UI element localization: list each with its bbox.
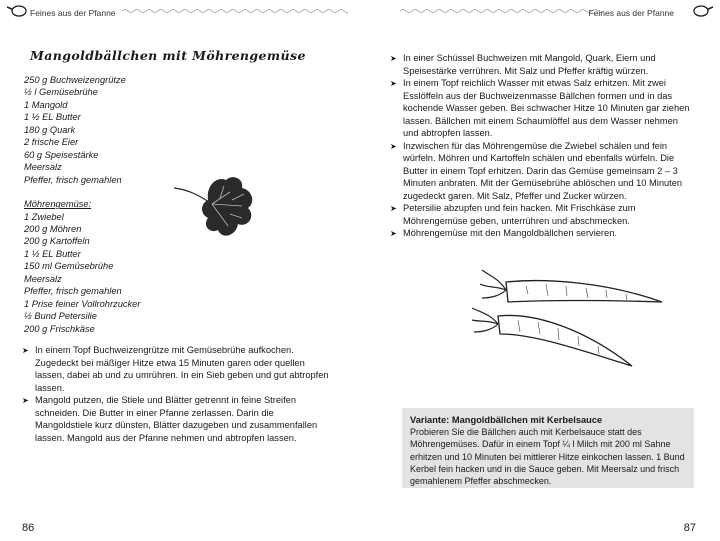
step-text: Inzwischen für das Möhrengemüse die Zwiebel schälen und fein würfeln. Möhren und Kartoffeln schälen und ebenfalls würfeln. Die Butter in einem Topf erhitzen. Darin das Gemüse gemeinsam 2 – 3 Minuten anbraten. Mit der Gemüsebrühe ablöschen und 10 Minuten zugedeckt garen. Mit Salz, Pfeffer und Zucker würzen. bbox=[403, 140, 683, 201]
variant-text: Probieren Sie die Bällchen auch mit Kerbelsauce statt des Möhrengemüses. Dafür in einem Topf ¼ l Milch mit 200 ml Sahne erhitzen und 10 Minuten bei mittlerer Hitze einkochen lassen. 1 Bund Kerbel fein hacken und in die Sauce geben. Mit Meersalz und frisch gemahlenem Pfeffer abschmecken. bbox=[410, 427, 685, 487]
header-rule-right bbox=[400, 7, 604, 15]
ingredient-item: 1 ½ EL Butter bbox=[24, 248, 81, 259]
ingredient-item: Pfeffer, frisch gemahlen bbox=[24, 286, 122, 297]
ingredient-item: 150 ml Gemüsebrühe bbox=[24, 261, 114, 272]
ingredient-item: 1 Prise feiner Vollrohrzucker bbox=[24, 298, 141, 309]
step-arrow-icon: ➤ bbox=[390, 229, 397, 238]
step-item bbox=[390, 140, 690, 203]
ingredients-sub-heading: Möhrengemüse: bbox=[24, 199, 92, 210]
step-item bbox=[390, 52, 690, 77]
page-number-left: 86 bbox=[22, 522, 35, 534]
ingredient-item: 200 g Möhren bbox=[24, 223, 82, 234]
page-number-right: 87 bbox=[683, 522, 696, 534]
steps-left bbox=[22, 344, 330, 444]
step-item bbox=[390, 227, 690, 241]
ingredient-item: Pfeffer, frisch gemahlen bbox=[24, 174, 122, 185]
step-item bbox=[22, 394, 330, 444]
step-arrow-icon: ➤ bbox=[22, 396, 29, 405]
ingredient-item: 1 Zwiebel bbox=[24, 211, 64, 222]
ingredient-item: 200 g Frischkäse bbox=[24, 323, 95, 334]
frying-pan-icon bbox=[6, 4, 28, 18]
ingredient-item: 1 Mangold bbox=[24, 99, 68, 110]
carrots-icon bbox=[436, 268, 666, 378]
ingredient-item: 2 frische Eier bbox=[24, 137, 79, 148]
ingredient-item: 250 g Buchweizengrütze bbox=[24, 75, 126, 85]
step-arrow-icon: ➤ bbox=[390, 204, 397, 213]
running-header-left: Feines aus der Pfanne bbox=[30, 8, 116, 18]
recipe-title: Mangoldbällchen mit Möhrengemüse bbox=[30, 48, 306, 63]
ingredient-item: 200 g Kartoffeln bbox=[24, 236, 90, 247]
step-text: Möhrengemüse mit den Mangoldbällchen servieren. bbox=[403, 228, 617, 238]
running-header-right: Feines aus der Pfanne bbox=[588, 8, 674, 18]
step-text: In einem Topf Buchweizengrütze mit Gemüsebrühe aufkochen. Zugedeckt bei mäßiger Hitze etwa 15 Minuten garen oder quellen lassen, dabei ab und zu umrühren. In ein Sieb geben und gut abtropfen lassen. bbox=[35, 345, 329, 393]
steps-right bbox=[390, 52, 690, 241]
parsley-leaf-icon bbox=[172, 170, 260, 248]
step-item bbox=[22, 344, 330, 394]
step-text: Petersilie abzupfen und fein hacken. Mit Frischkäse zum Möhrengemüse geben, unterrühren und abschmecken. bbox=[403, 203, 636, 226]
step-text: Mangold putzen, die Stiele und Blätter getrennt in feine Streifen schneiden. Die Butter in einer Pfanne zerlassen. Darin die Mangoldstiele kurz dünsten, Blätter dazugeben und zusammenfallen lassen. Mangold aus der Pfanne nehmen und abtropfen lassen. bbox=[35, 395, 318, 443]
ingredient-item: Meersalz bbox=[24, 162, 62, 173]
variant-title: Variante: Mangoldbällchen mit Kerbelsauce bbox=[410, 415, 603, 425]
step-arrow-icon: ➤ bbox=[390, 79, 397, 88]
ingredients-list bbox=[24, 74, 140, 335]
ingredient-item: Meersalz bbox=[24, 273, 62, 284]
ingredient-item: ½ Bund Petersilie bbox=[24, 311, 97, 322]
header-rule-left bbox=[122, 7, 348, 15]
step-arrow-icon: ➤ bbox=[390, 54, 397, 63]
ingredient-item: 60 g Speisestärke bbox=[24, 149, 99, 160]
step-text: In einer Schüssel Buchweizen mit Mangold, Quark, Eiern und Speisestärke verrühren. Mit Salz und Pfeffer kräftig würzen. bbox=[403, 53, 656, 76]
ingredient-item: ½ l Gemüsebrühe bbox=[24, 87, 98, 98]
step-item bbox=[390, 77, 690, 140]
ingredient-item: 180 g Quark bbox=[24, 124, 76, 135]
variant-box bbox=[402, 408, 694, 488]
frying-pan-icon bbox=[692, 4, 714, 18]
ingredient-item: 1 ½ EL Butter bbox=[24, 112, 81, 123]
step-arrow-icon: ➤ bbox=[390, 141, 397, 151]
step-item bbox=[390, 202, 690, 227]
step-text: In einem Topf reichlich Wasser mit etwas Salz erhitzen. Mit zwei Esslöffeln aus der Buchweizenmasse Bällchen formen und in das kochende Wasser geben. Bei schwacher Hitze 10 Minuten gar ziehen lassen. Bällchen mit einem Schaumlöffel aus dem Wasser nehmen und abtropfen lassen. bbox=[403, 78, 690, 138]
step-arrow-icon: ➤ bbox=[22, 346, 29, 355]
